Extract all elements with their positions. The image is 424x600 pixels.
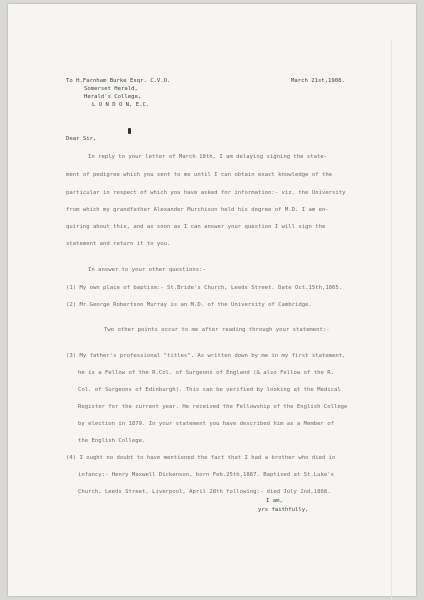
ink-mark [128, 128, 131, 134]
letter-page [8, 4, 416, 596]
recipient-line-1: To H.Farnham Burke Esqr. C.V.O. [66, 78, 171, 84]
item-3-line-5: by election in 1879. In your statement you have described him as a Member of [78, 421, 334, 427]
closing-faithfully: yrs faithfully, [258, 507, 309, 513]
item-3-line-3: Col. of Surgeons of Edinburgh). This can be verified by looking at the Medical [78, 387, 341, 393]
recipient-line-2: Somerset Herald, [84, 86, 138, 92]
salutation: Dear Sir, [66, 136, 97, 142]
item-4-line-2: infancy:- Henry Maxwell Dickenson, born Feb.25th,1867. Baptised at St.Luke's [78, 472, 334, 478]
other-questions-intro: In answer to your other questions:- [88, 267, 206, 273]
letter-date: March 21st,1908. [291, 78, 345, 84]
two-points-intro: Two other points occur to me after reading through your statement:- [104, 327, 330, 333]
para1-line-3: particular in respect of which you have asked for information:- viz. the University [66, 190, 346, 196]
closing-i-am: I am, [266, 498, 283, 504]
page-fold-line [391, 40, 416, 600]
item-4-line-1: (4) I ought no doubt to have mentioned the fact that I had a brother who died in [66, 455, 336, 461]
item-4-line-3: Church, Leeds Street, Liverpool, April 28th following:- died July 2nd,1868. [78, 489, 331, 495]
para1-line-5: quiring about this, and as soon as I can answer your question I will sign the [66, 224, 326, 230]
item-2: (2) Mr.George Robertson Murray is an M.D. of the University of Cambridge. [66, 302, 312, 308]
item-3-line-1: (3) My father's professional "titles". As written down by me in my first statement, [66, 353, 346, 359]
recipient-line-4: L O N D O N, E.C. [92, 102, 150, 108]
para1-line-6: statement and return it to you. [66, 241, 171, 247]
item-3-line-4: Register for the current year. He received the Fellowship of the English College [78, 404, 348, 410]
item-3-line-2: he is a Fellow of the R.Col. of Surgeons of England (& also Fellow of the R. [78, 370, 334, 376]
item-3-line-6: the English College. [78, 438, 146, 444]
para1-line-4: from which my grandfather Alexander Murchison held his degree of M.D. I am en- [66, 207, 329, 213]
para1-line-2: ment of pedigree which you sent to me until I can obtain exact knowledge of the [66, 172, 333, 178]
para1-line-1: In reply to your letter of March 18th, I am delaying signing the state- [88, 154, 328, 160]
recipient-line-3: Herald's College, [84, 94, 142, 100]
item-1: (1) My own place of baptism:- St.Bride's Church, Leeds Street. Date Oct.15th,1865. [66, 285, 343, 291]
